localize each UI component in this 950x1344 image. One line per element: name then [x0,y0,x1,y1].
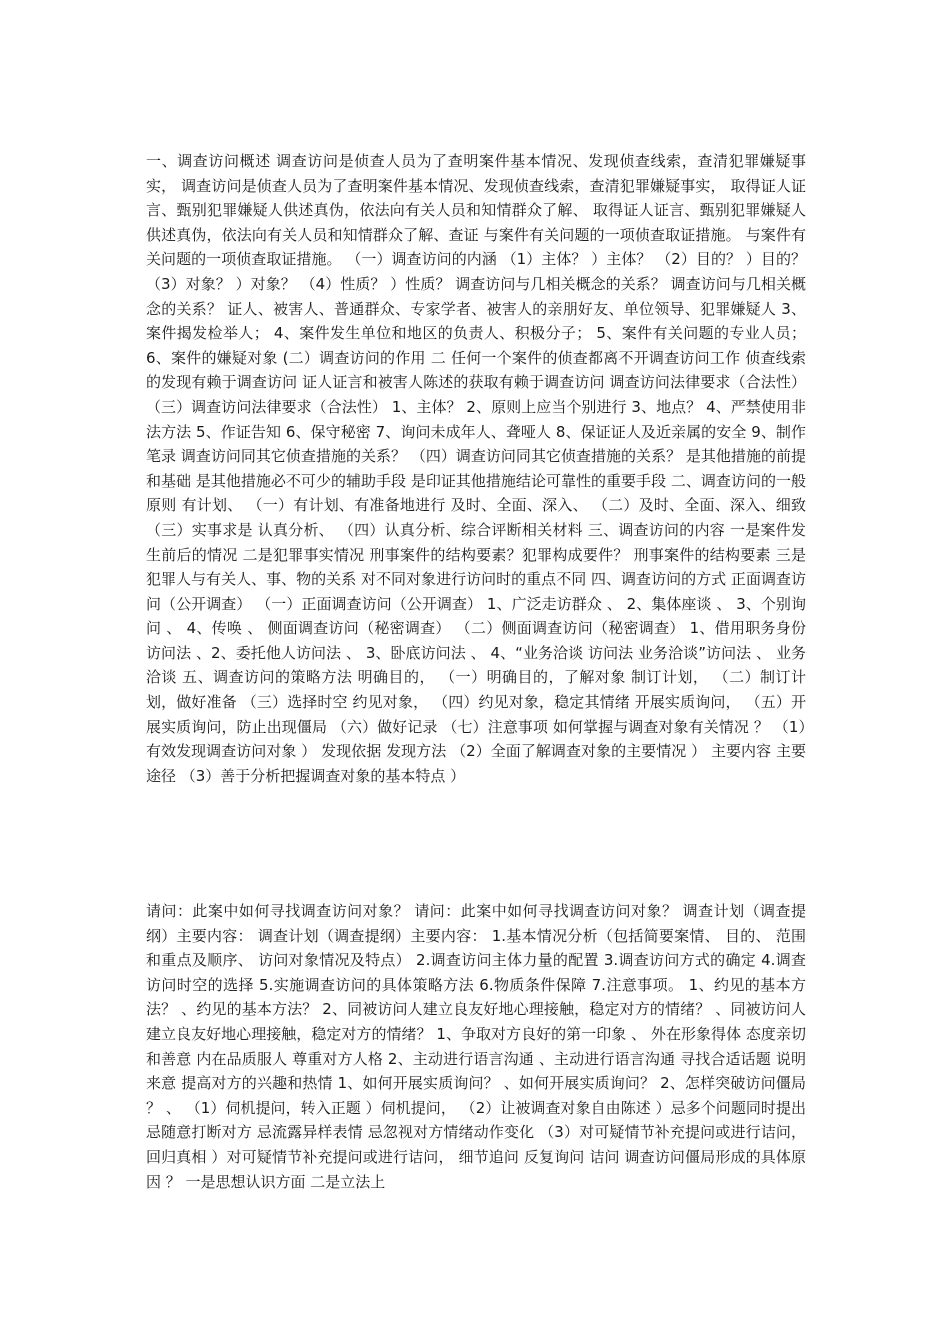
body-paragraph-2: 请问：此案中如何寻找调查访问对象？ 请问：此案中如何寻找调查访问对象？ 调查计划（调查提纲）主要内容： 调查计划（调查提纲）主要内容： 1.基本情况分析（包括简要案情、 目的、 范围和重点及顺序、 访问对象情况及特点） 2.调查访问主体力量的配置 3.调查访问方式的确定 4.调查访问时空的选择 5.实施调查访问的具体策略方法 6.物质条件保障 7.注意事项。 1、约见的基本方法？ 、约见的基本方法？ 2、同被访问人建立良友好地心理接触，稳定对方的情绪？ 、同被访问人建立良友好地心理接触，稳定对方的情绪？ 1、争取对方良好的第一印象 、 外在形象得体 态度亲切和善意 内在品质服人 尊重对方人格 2、主动进行语言沟通 、主动进行语言沟通 寻找合适话题 说明来意 提高对方的兴趣和热情 1、如何开展实质询问？ 、如何开展实质询问？ 2、怎样突破访问僵局 ？ 、 （1）伺机提问，转入正题 ）伺机提问， （2）让被调查对象自由陈述 ）忌多个问题同时提出 忌随意打断对方 忌流露异样表情 忌忽视对方情绪动作变化 （3）对可疑情节补充提问或进行诘问，回归真相 ）对可疑情节补充提问或进行诘问， 细节追问 反复询问 诘问 调查访问僵局形成的具体原因 ？ 一是思想认识方面 二是立法上 [146,902,806,1191]
body-paragraph-1: 一、调查访问概述 调查访问是侦查人员为了查明案件基本情况、发现侦查线索，查清犯罪嫌疑事实， 调查访问是侦查人员为了查明案件基本情况、发现侦查线索，查清犯罪嫌疑事实， 取得证人证言、甄别犯罪嫌疑人供述真伪，依法向有关人员和知情群众了解、 取得证人证言、甄别犯罪嫌疑人供述真伪，依法向有关人员和知情群众了解、查证 与案件有关问题的一项侦查取证措施。 与案件有关问题的一项侦查取证措施。 （一）调查访问的内涵 （1）主体？ ）主体？ （2）目的？ ）目的？ （3）对象？ ）对象？ （4）性质？ ）性质？ 调查访问与几相关概念的关系？ 调查访问与几相关概念的关系？ 证人、被害人、普通群众、专家学者、被害人的亲朋好友、单位领导、犯罪嫌疑人 3、案件揭发检举人； 4、案件发生单位和地区的负责人、积极分子； 5、案件有关问题的专业人员； 6、案件的嫌疑对象 (二）调查访问的作用 二 任何一个案件的侦查都离不开调查访问工作 侦查线索的发现有赖于调查访问 证人证言和被害人陈述的获取有赖于调查访问 调查访问法律要求（合法性） （三）调查访问法律要求（合法性） 1、主体？ 2、原则上应当个别进行 3、地点？ 4、严禁使用非法方法 5、作证告知 6、保守秘密 7、询问未成年人、聋哑人 8、保证证人及近亲属的安全 9、制作笔录 调查访问同其它侦查措施的关系？ （四）调查访问同其它侦查措施的关系？ 是其他措施的前提和基础 是其他措施必不可少的辅助手段 是印证其他措施结论可靠性的重要手段 二、调查访问的一般原则 有计划、 （一）有计划、有准备地进行 及时、全面、深入、 （二）及时、全面、深入、细致 （三）实事求是 认真分析、 （四）认真分析、综合评断相关材料 三、调查访问的内容 一是案件发生前后的情况 二是犯罪事实情况 刑事案件的结构要素？犯罪构成要件？ 刑事案件的结构要素 三是犯罪人与有关人、事、物的关系 对不同对象进行访问时的重点不同 四、调查访问的方式 正面调查访问（公开调查） （一）正面调查访问（公开调查） 1、广泛走访群众 、 2、集体座谈 、 3、个别询问 、 4、传唤 、 侧面调查访问（秘密调查） （二）侧面调查访问（秘密调查） 1、借用职务身份访问法 、2、委托他人访问法 、 3、卧底访问法 、 4、“业务洽谈 访问法 业务洽谈”访问法 、 业务洽谈 五、调查访问的策略方法 明确目的， （一）明确目的，了解对象 制订计划， （二）制订计划，做好准备 （三）选择时空 约见对象， （四）约见对象，稳定其情绪 开展实质询问， （五）开展实质询问，防止出现僵局 （六）做好记录 （七）注意事项 如何掌握与调查对象有关情况 ？ （1）有效发现调查访问对象 ） 发现依据 发现方法 （2）全面了解调查对象的主要情况 ） 主要内容 主要途径 （3）善于分析把握调查对象的基本特点 ） [146,152,806,785]
